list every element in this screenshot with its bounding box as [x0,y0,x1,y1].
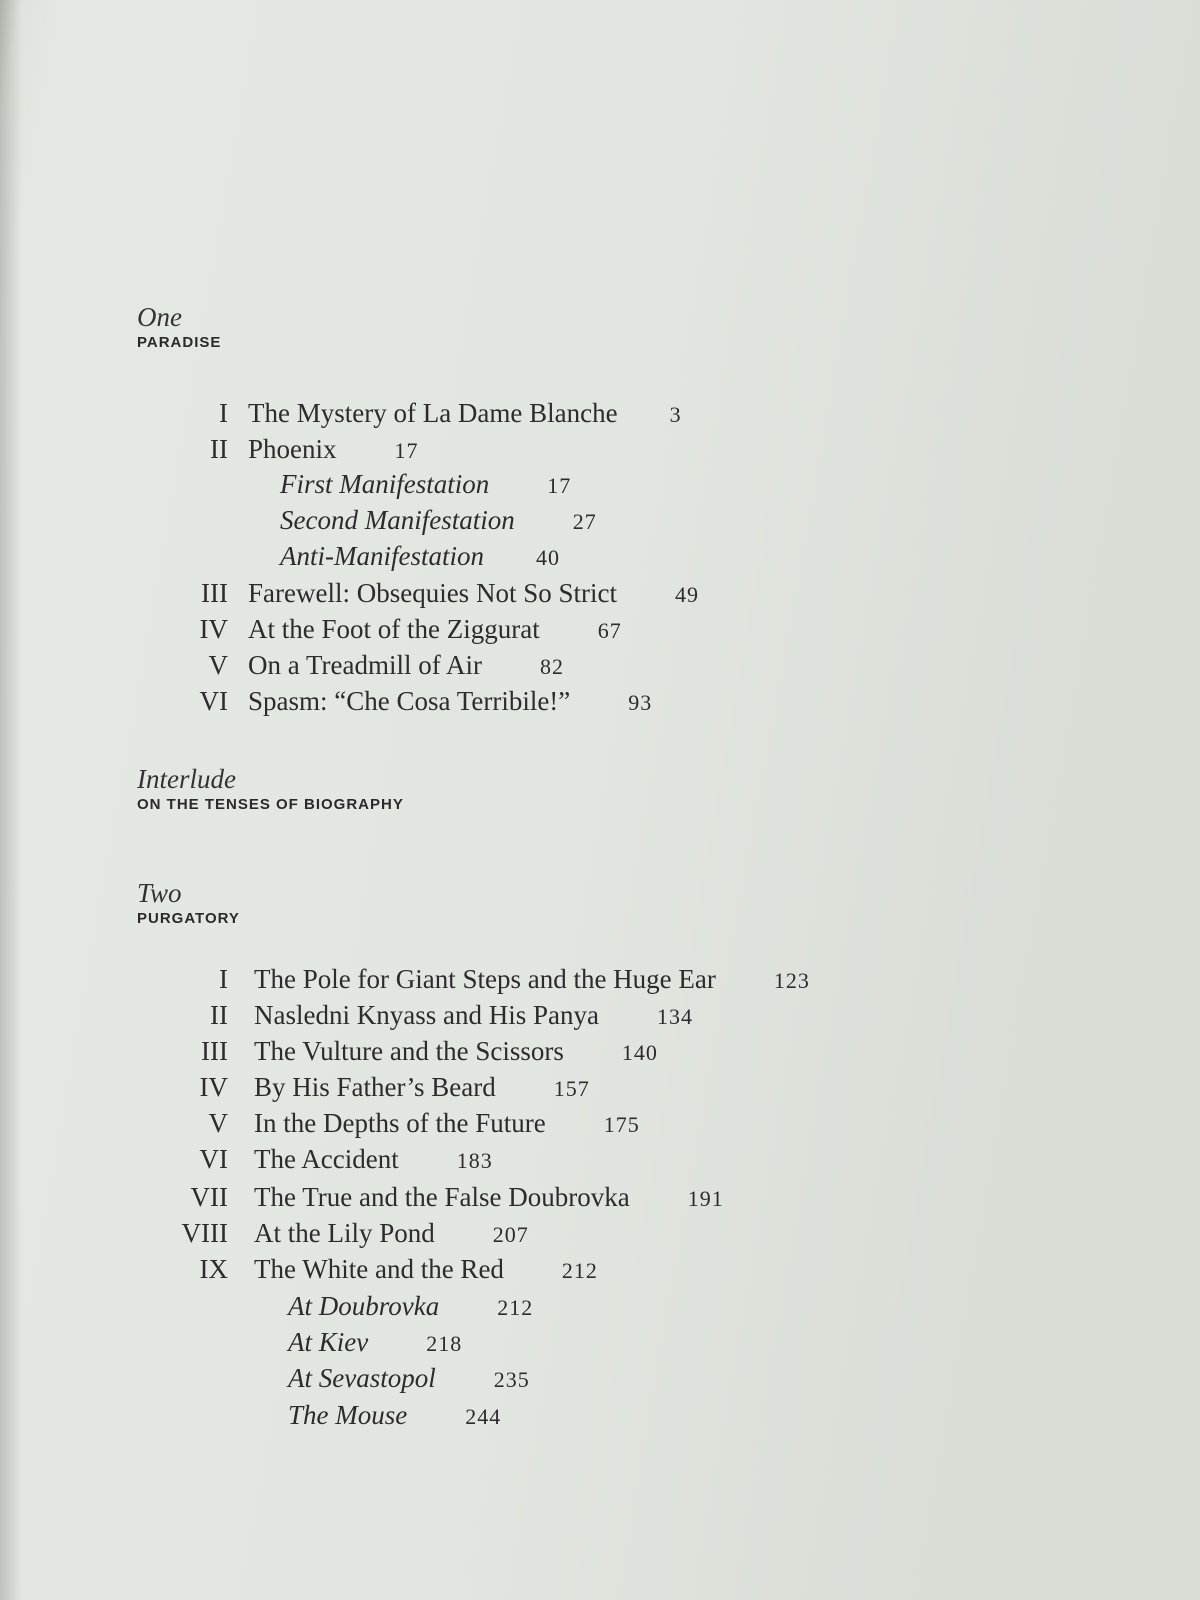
subentry-title: The Mouse [288,1400,408,1430]
chapter-numeral: II [210,434,228,464]
chapter-numeral: I [219,964,228,994]
chapter-numeral: V [208,650,228,680]
chapter-numeral: II [210,1000,228,1030]
toc-subentry [280,503,597,539]
subentry-page: 235 [493,1367,530,1392]
chapter-title-page [248,648,564,684]
subentry-title: At Doubrovka [288,1291,440,1321]
subentry-page: 244 [465,1404,502,1429]
chapter-numeral: VII [190,1182,228,1212]
chapter-title-page [254,1180,724,1216]
chapter-page: 49 [674,582,699,607]
subentry-page: 40 [535,545,560,570]
chapter-numeral: III [201,1036,228,1066]
chapter-numeral: VI [199,1144,228,1174]
chapter-title: The Vulture and the Scissors [254,1036,564,1066]
part-title: ON THE TENSES OF BIOGRAPHY [137,796,404,813]
chapter-numeral: IV [199,1072,228,1102]
chapter-page: 134 [656,1004,693,1029]
chapter-numeral: VI [199,686,228,716]
chapter-title-page [248,576,699,612]
chapter-numeral: IV [199,614,228,644]
chapter-page: 207 [492,1222,529,1247]
part-number: One [137,302,182,332]
toc-subentry [288,1398,501,1434]
chapter-page: 157 [553,1076,590,1101]
part-number: Two [137,878,182,908]
chapter-title: The Mystery of La Dame Blanche [248,398,618,428]
chapter-title-page [254,1142,493,1178]
subentry-title: First Manifestation [280,469,490,499]
chapter-numeral: IX [199,1254,228,1284]
chapter-page: 3 [669,402,682,427]
chapter-title: The Pole for Giant Steps and the Huge Ear [254,964,716,994]
subentry-title: Second Manifestation [280,505,515,535]
part-one-heading [137,302,221,352]
chapter-numeral: VIII [181,1218,228,1248]
part-number: Interlude [137,764,236,794]
chapter-page: 191 [687,1186,724,1211]
toc-subentry [280,467,571,503]
page-gutter-shadow [0,0,22,1600]
chapter-page: 17 [394,438,419,463]
chapter-title: At the Lily Pond [254,1218,435,1248]
toc-subentry [288,1289,533,1325]
chapter-page: 175 [603,1112,640,1137]
chapter-page: 67 [597,618,622,643]
subentry-page: 212 [497,1295,534,1320]
chapter-title-page [248,684,652,720]
part-title: PARADISE [137,334,222,351]
chapter-title: Farewell: Obsequies Not So Strict [248,578,617,608]
subentry-page: 17 [547,473,572,498]
chapter-page: 93 [628,690,653,715]
chapter-title: Nasledni Knyass and His Panya [254,1000,599,1030]
subentry-title: Anti-Manifestation [280,541,484,571]
chapter-page: 140 [621,1040,658,1065]
subentry-page: 218 [426,1331,463,1356]
interlude-heading [137,764,404,814]
chapter-title-page [254,998,693,1034]
chapter-title-page [254,1034,658,1070]
chapter-title: Spasm: “Che Cosa Terribile!” [248,686,571,716]
chapter-page: 82 [540,654,564,679]
chapter-numeral: I [219,398,228,428]
chapter-title: In the Depths of the Future [254,1108,546,1138]
subentry-title: At Kiev [288,1327,369,1357]
chapter-title-page [248,612,622,648]
chapter-title-page [248,432,419,468]
chapter-numeral: V [208,1108,228,1138]
chapter-title: By His Father’s Beard [254,1072,496,1102]
chapter-title: At the Foot of the Ziggurat [248,614,540,644]
chapter-title-page [254,1106,640,1142]
subentry-title: At Sevastopol [288,1363,436,1393]
chapter-title: Phoenix [248,434,337,464]
chapter-title-page [254,1070,590,1106]
chapter-page: 183 [456,1148,493,1173]
chapter-title-page [254,1216,529,1252]
chapter-title: The Accident [254,1144,399,1174]
chapter-title-page [254,1252,598,1288]
chapter-page: 212 [561,1258,598,1283]
chapter-title: The White and the Red [254,1254,504,1284]
toc-subentry [280,539,560,575]
subentry-page: 27 [572,509,597,534]
chapter-numeral: III [201,578,228,608]
chapter-title: The True and the False Doubrovka [254,1182,630,1212]
part-title: PURGATORY [137,910,240,927]
toc-subentry [288,1361,530,1397]
toc-subentry [288,1325,462,1361]
chapter-title-page [254,962,810,998]
part-two-heading [137,878,240,928]
chapter-title-page [248,396,682,432]
chapter-page: 123 [773,968,810,993]
chapter-title: On a Treadmill of Air [248,650,482,680]
